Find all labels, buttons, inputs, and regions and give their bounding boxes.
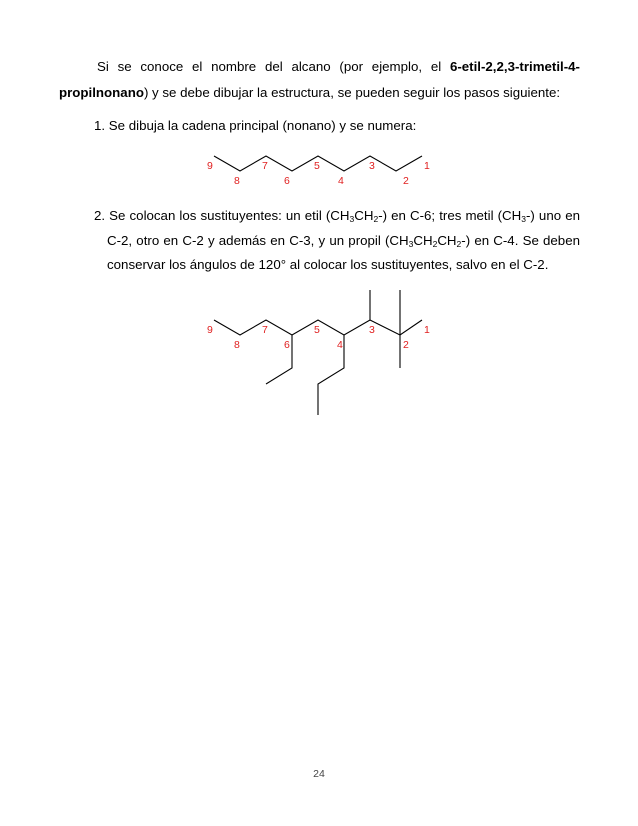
- carbon-number-2: 2: [403, 175, 409, 187]
- carbon-number-8: 8: [234, 339, 240, 351]
- carbon-number-5: 5: [314, 160, 320, 172]
- carbon-number-1: 1: [424, 160, 430, 172]
- carbon-number-3: 3: [369, 160, 375, 172]
- carbon-number-6: 6: [284, 339, 290, 351]
- subscript: 3: [521, 214, 526, 224]
- step-2-text: [94, 204, 580, 278]
- carbon-number-9: 9: [207, 160, 213, 172]
- compound-name: 6-etil-2,2,3-trimetil-4-propilnonano: [59, 59, 580, 100]
- intro-text-2: ) y se debe dibujar la estructura, se pueden seguir los pasos siguiente:: [143, 84, 561, 100]
- carbon-number-2: 2: [403, 339, 409, 351]
- step2-seg-3: -) en C-6; tres metil (CH: [378, 208, 522, 223]
- subscript: 3: [349, 214, 355, 224]
- step2-seg-2: CH: [354, 208, 374, 223]
- carbon-number-8: 8: [234, 175, 240, 187]
- main-chain-diagram: [207, 156, 430, 187]
- step-1-text: 1. Se dibuja la cadena principal (nonano) y se numera:: [94, 118, 417, 133]
- carbon-number-7: 7: [262, 160, 268, 172]
- carbon-number-4: 4: [337, 339, 343, 351]
- page-number: 24: [313, 768, 325, 780]
- subscript: 3: [408, 238, 414, 249]
- subscript: 2: [373, 214, 379, 224]
- subscript: 2: [432, 238, 438, 249]
- step2-seg-5: CH: [413, 232, 433, 248]
- subscript: 2: [456, 238, 462, 249]
- carbon-number-4: 4: [338, 175, 344, 187]
- step2-seg-1: 2. Se colocan los sustituyentes: un etil (CH: [94, 208, 350, 223]
- carbon-number-5: 5: [314, 324, 320, 336]
- carbon-number-1: 1: [424, 324, 430, 336]
- step2-seg-7: -) en C-4. Se deben conservar los ángulos de 120° al colocar los sustituyentes, salvo en el C-2.: [107, 232, 580, 272]
- carbon-number-3: 3: [369, 324, 375, 336]
- step2-seg-4: -) uno en C-2, otro en C-2 y además en C-3, y un propil (CH: [107, 208, 580, 248]
- carbon-number-9: 9: [207, 324, 213, 336]
- carbon-number-7: 7: [262, 324, 268, 336]
- intro-text-1: Si se conoce el nombre del alcano (por ejemplo, el: [97, 59, 450, 74]
- step2-seg-6: CH: [437, 232, 457, 248]
- carbon-number-6: 6: [284, 175, 290, 187]
- substituted-structure-diagram: [207, 290, 430, 415]
